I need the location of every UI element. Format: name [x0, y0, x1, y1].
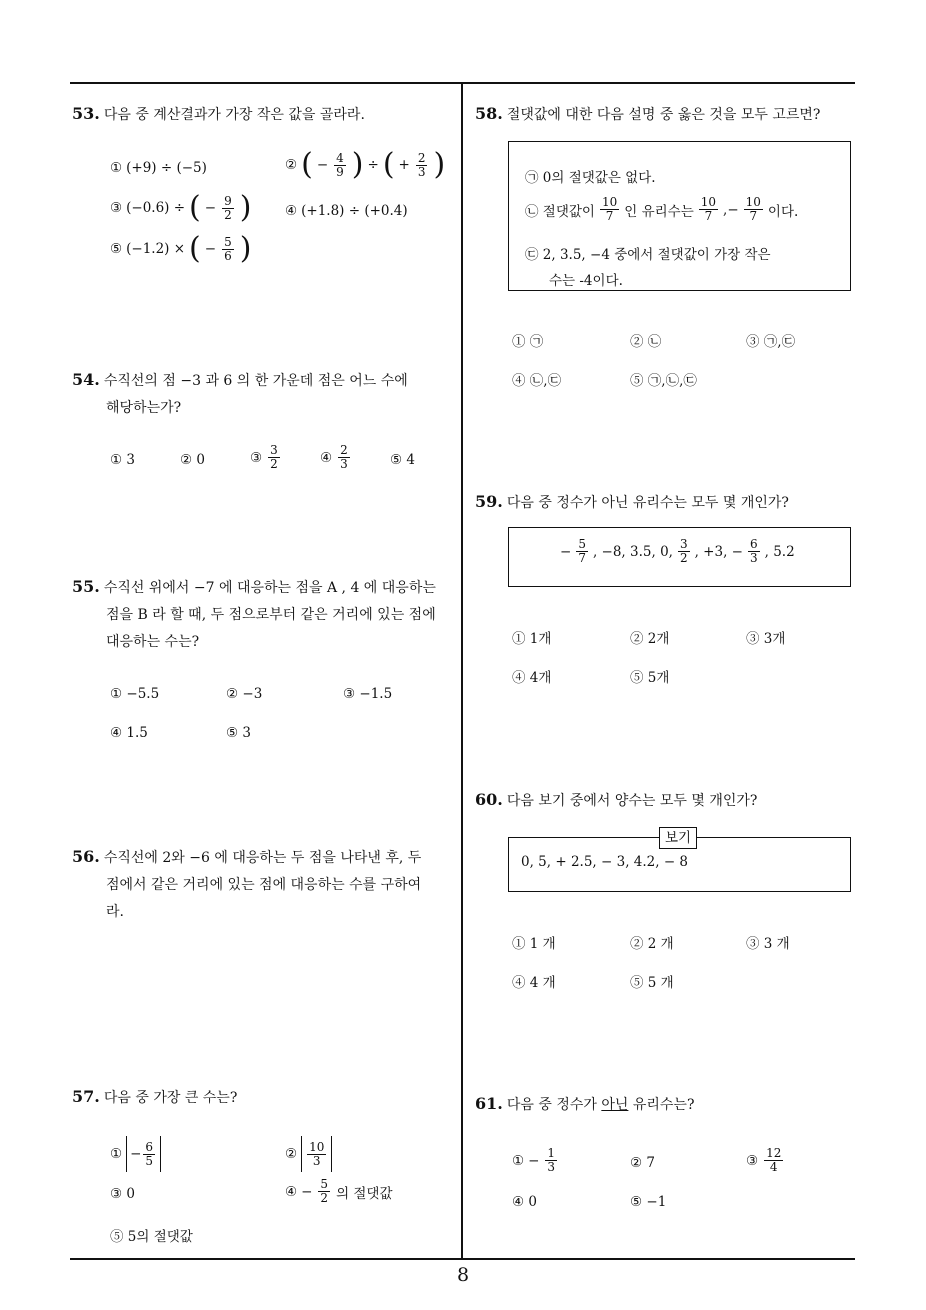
column-divider: [461, 82, 463, 1260]
question-55: 55. 수직선 위에서 −7 에 대응하는 점을 A , 4 에 대응하는 점을 B 라 할 때, 두 점으로부터 같은 거리에 있는 점에 대응하는 수는?: [72, 577, 436, 650]
q53-option-1[interactable]: ① (+9) ÷ (−5): [110, 160, 207, 176]
q53-option-4[interactable]: ④ (+1.8) ÷ (+0.4): [285, 203, 408, 219]
q60-option-4[interactable]: ④ 4 개: [512, 975, 556, 991]
q59-option-3[interactable]: ③ 3개: [746, 631, 786, 647]
question-56: 56. 수직선에 2와 −6 에 대응하는 두 점을 나타낸 후, 두 점에서 같은 거리에 있는 점에 대응하는 수를 구하여 라.: [72, 847, 422, 920]
q53-option-3[interactable]: ③ (−0.6) ÷ ( − $\frac{9}{2}$ ): [110, 190, 252, 225]
question-53: 53. 다음 중 계산결과가 가장 작은 값을 골라라.: [72, 104, 365, 123]
question-54: 54. 수직선의 점 −3 과 6 의 한 가운데 점은 어느 수에 해당하는가?: [72, 370, 408, 416]
question-58: 58. 절댓값에 대한 다음 설명 중 옳은 것을 모두 고르면?: [475, 104, 821, 123]
q59-option-2[interactable]: ② 2개: [630, 631, 670, 647]
q60-option-5[interactable]: ⑤ 5 개: [630, 975, 674, 991]
q58-statement-3: ㉢ 2, 3.5, −4 중에서 절댓값이 가장 작은: [525, 247, 771, 263]
q55-option-2[interactable]: ② −3: [226, 686, 263, 702]
q61-option-5[interactable]: ⑤ −1: [630, 1194, 667, 1210]
q59-option-5[interactable]: ⑤ 5개: [630, 670, 670, 686]
q58-statement-3-cont: 수는 -4이다.: [549, 273, 623, 289]
question-61: 61. 다음 중 정수가 아닌 유리수는?: [475, 1094, 695, 1113]
q58-option-5[interactable]: ⑤ ㉠,㉡,㉢: [630, 373, 697, 389]
q54-option-1[interactable]: ① 3: [110, 452, 135, 468]
q58-statement-1: ㉠ 0의 절댓값은 없다.: [525, 170, 656, 186]
q58-option-3[interactable]: ③ ㉠,㉢: [746, 334, 796, 350]
question-59: 59. 다음 중 정수가 아닌 유리수는 모두 몇 개인가?: [475, 492, 789, 511]
q54-option-3[interactable]: ③ $\frac{3}{2}$: [250, 443, 278, 471]
q60-option-1[interactable]: ① 1 개: [512, 936, 556, 952]
q61-option-3[interactable]: ③ $\frac{12}{4}$: [746, 1146, 782, 1174]
q55-option-4[interactable]: ④ 1.5: [110, 725, 148, 741]
q57-option-4[interactable]: ④ − $\frac{5}{2}$ 의 절댓값: [285, 1177, 393, 1205]
q60-option-2[interactable]: ② 2 개: [630, 936, 674, 952]
q57-option-2[interactable]: ② $\frac{10}{3}$: [285, 1136, 332, 1172]
q58-statement-2: ㉡ 절댓값이 $\frac{10}{7}$ 인 유리수는 $\frac{10}{7}$ ,− $\frac{10}{7}$ 이다.: [525, 195, 799, 223]
q55-option-3[interactable]: ③ −1.5: [343, 686, 393, 702]
q58-option-2[interactable]: ② ㉡: [630, 334, 662, 350]
page-number: 8: [456, 1264, 470, 1286]
q59-number-list: − $\frac{5}{7}$ , −8, 3.5, 0, $\frac{3}{2}$ , +3, − $\frac{6}{3}$ , 5.2: [560, 537, 795, 565]
q61-option-2[interactable]: ② 7: [630, 1155, 655, 1171]
q55-option-1[interactable]: ① −5.5: [110, 686, 160, 702]
q59-option-4[interactable]: ④ 4개: [512, 670, 552, 686]
q58-option-4[interactable]: ④ ㉡,㉢: [512, 373, 562, 389]
q57-option-5[interactable]: ⑤ 5의 절댓값: [110, 1229, 193, 1245]
q58-option-1[interactable]: ① ㉠: [512, 334, 544, 350]
q60-bogi-label: 보기: [659, 827, 697, 849]
q54-option-4[interactable]: ④ $\frac{2}{3}$: [320, 443, 348, 471]
underlined-word: 아닌: [601, 1097, 629, 1113]
q54-option-5[interactable]: ⑤ 4: [390, 452, 415, 468]
q53-option-5[interactable]: ⑤ (−1.2) × ( − $\frac{5}{6}$ ): [110, 231, 252, 266]
bottom-rule: [70, 1258, 855, 1260]
q55-option-5[interactable]: ⑤ 3: [226, 725, 251, 741]
q61-option-4[interactable]: ④ 0: [512, 1194, 537, 1210]
q61-option-1[interactable]: ① − $\frac{1}{3}$: [512, 1146, 556, 1174]
question-57: 57. 다음 중 가장 큰 수는?: [72, 1087, 238, 1106]
question-60: 60. 다음 보기 중에서 양수는 모두 몇 개인가?: [475, 790, 758, 809]
q60-option-3[interactable]: ③ 3 개: [746, 936, 790, 952]
q60-bogi-content: 0, 5, + 2.5, − 3, 4.2, − 8: [521, 854, 689, 870]
q59-option-1[interactable]: ① 1개: [512, 631, 552, 647]
q57-option-1[interactable]: ① − $\frac{6}{5}$: [110, 1136, 161, 1172]
q57-option-3[interactable]: ③ 0: [110, 1186, 135, 1202]
top-rule: [70, 82, 855, 84]
q53-option-2[interactable]: ② ( − $\frac{4}{9}$ ) ÷ ( + $\frac{2}{3}$ ): [285, 147, 446, 182]
q54-option-2[interactable]: ② 0: [180, 452, 205, 468]
